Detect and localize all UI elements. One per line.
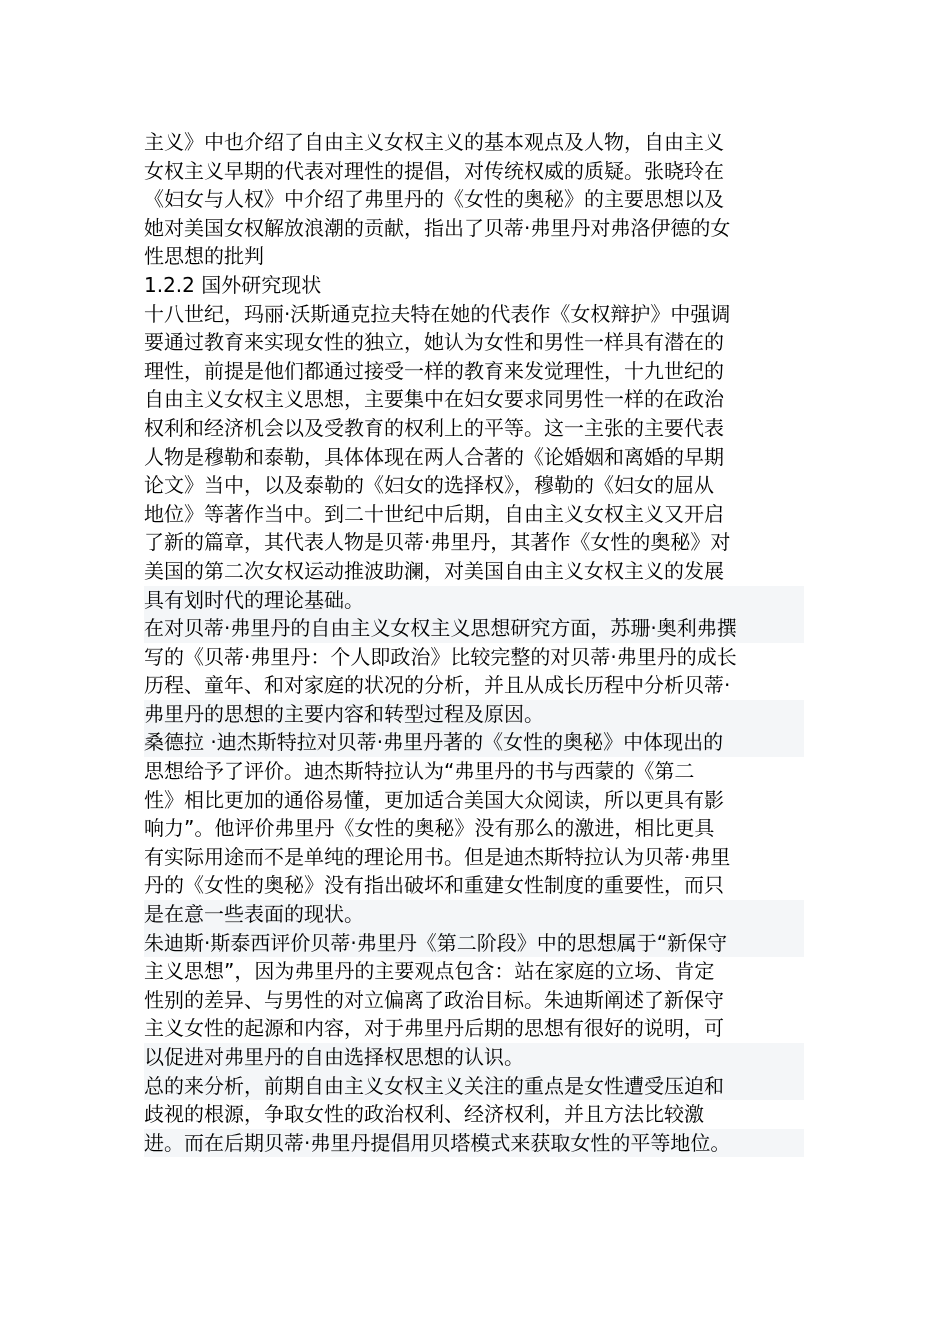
text-line: 有实际用途而不是单纯的理论用书。但是迪杰斯特拉认为贝蒂·弗里 — [144, 844, 731, 869]
text-line: 歧视的根源，争取女性的政治权利、经济权利，并且方法比较激 — [144, 1102, 704, 1127]
text-line: 主义思想”，因为弗里丹的主要观点包含：站在家庭的立场、肯定 — [144, 959, 715, 984]
body-text — [144, 128, 804, 1157]
text-line: 进。而在后期贝蒂·弗里丹提倡用贝塔模式来获取女性的平等地位。 — [144, 1129, 804, 1158]
text-line: 要通过教育来实现女性的独立，她认为女性和男性一样具有潜在的 — [144, 330, 724, 355]
text-line: 地位》等著作当中。到二十世纪中后期，自由主义女权主义又开启 — [144, 501, 724, 526]
text-line: 性》相比更加的通俗易懂，更加适合美国大众阅读，所以更具有影 — [144, 787, 724, 812]
text-line: 她对美国女权解放浪潮的贡献，指出了贝蒂·弗里丹对弗洛伊德的女 — [144, 215, 731, 240]
text-line: 性别的差异、与男性的对立偏离了政治目标。朱迪斯阐述了新保守 — [144, 987, 724, 1012]
text-line: 权利和经济机会以及受教育的权利上的平等。这一主张的主要代表 — [144, 415, 724, 440]
text-line: 女权主义早期的代表对理性的提倡，对传统权威的质疑。张晓玲在 — [144, 158, 724, 183]
text-line: 写的《贝蒂·弗里丹：个人即政治》比较完整的对贝蒂·弗里丹的成长 — [144, 644, 737, 669]
text-line: 性思想的批判 — [144, 244, 264, 269]
section-heading: 1.2.2 国外研究现状 — [144, 272, 322, 297]
text-line: 自由主义女权主义思想，主要集中在妇女要求同男性一样的在政治 — [144, 387, 724, 412]
text-line: 主义女性的起源和内容，对于弗里丹后期的思想有很好的说明，可 — [144, 1016, 724, 1041]
text-line: 《妇女与人权》中介绍了弗里丹的《女性的奥秘》的主要思想以及 — [144, 187, 724, 212]
text-line: 理性，前提是他们都通过接受一样的教育来发觉理性，十九世纪的 — [144, 358, 724, 383]
text-line: 丹的《女性的奥秘》没有指出破坏和重建女性制度的重要性，而只 — [144, 873, 724, 898]
text-line: 了新的篇章，其代表人物是贝蒂·弗里丹，其著作《女性的奥秘》对 — [144, 530, 731, 555]
text-line: 十八世纪，玛丽·沃斯通克拉夫特在她的代表作《女权辩护》中强调 — [144, 301, 731, 326]
text-line: 论文》当中，以及泰勒的《妇女的选择权》，穆勒的《妇女的屈从 — [144, 473, 714, 498]
text-line: 弗里丹的思想的主要内容和转型过程及原因。 — [144, 700, 804, 729]
text-line: 总的来分析，前期自由主义女权主义关注的重点是女性遭受压迫和 — [144, 1072, 804, 1101]
text-line: 主义》中也介绍了自由主义女权主义的基本观点及人物，自由主义 — [144, 130, 724, 154]
text-line: 朱迪斯·斯泰西评价贝蒂·弗里丹《第二阶段》中的思想属于“新保守 — [144, 929, 804, 958]
text-line: 历程、童年、和对家庭的状况的分析，并且从成长历程中分析贝蒂· — [144, 673, 731, 698]
text-line: 思想给予了评价。迪杰斯特拉认为“弗里丹的书与西蒙的《第二 — [144, 759, 695, 784]
text-line: 人物是穆勒和泰勒，具体体现在两人合著的《论婚姻和离婚的早期 — [144, 444, 724, 469]
text-line: 响力”。他评价弗里丹《女性的奥秘》没有那么的激进，相比更具 — [144, 816, 715, 841]
text-line: 具有划时代的理论基础。 — [144, 586, 804, 615]
text-line: 是在意一些表面的现状。 — [144, 900, 804, 929]
text-line: 桑德拉 ·迪杰斯特拉对贝蒂·弗里丹著的《女性的奥秘》中体现出的 — [144, 728, 804, 757]
text-line: 在对贝蒂·弗里丹的自由主义女权主义思想研究方面，苏珊·奥利弗撰 — [144, 614, 804, 643]
text-line: 美国的第二次女权运动推波助澜，对美国自由主义女权主义的发展 — [144, 558, 724, 583]
text-line: 以促进对弗里丹的自由选择权思想的认识。 — [144, 1043, 804, 1072]
